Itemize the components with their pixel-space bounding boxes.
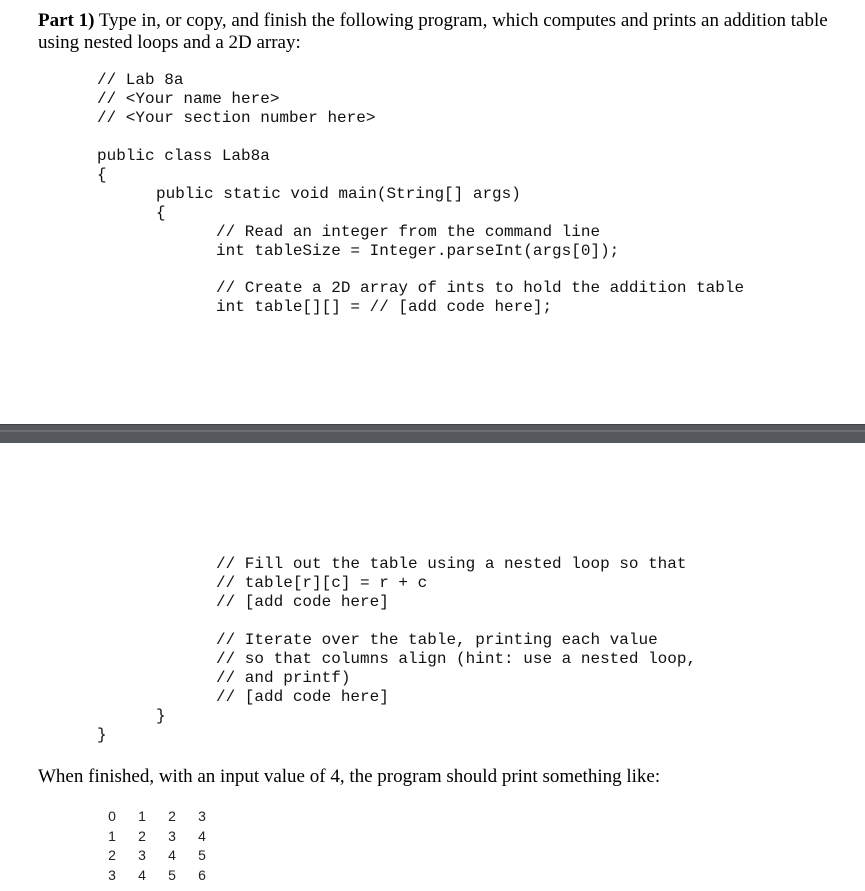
code-line: { <box>97 166 107 184</box>
code-line: // <Your name here> <box>97 90 280 108</box>
code-line: int table[][] = // [add code here]; <box>216 298 553 316</box>
part-label: Part 1) <box>38 10 95 31</box>
code-line: // and printf) <box>216 669 351 687</box>
code-line: } <box>97 726 107 744</box>
output-cell: 2 <box>108 847 116 863</box>
code-line: public static void main(String[] args) <box>156 185 521 203</box>
output-cell: 4 <box>198 827 206 844</box>
code-line: // Iterate over the table, printing each value <box>216 631 658 649</box>
code-line: // [add code here] <box>216 593 389 611</box>
output-cell: 3 <box>108 866 116 883</box>
code-line: // <Your section number here> <box>97 109 376 127</box>
output-cell: 4 <box>138 866 146 883</box>
finish-instructions: When finished, with an input value of 4, the program should print something like: <box>38 766 661 787</box>
code-line: int tableSize = Integer.parseInt(args[0]); <box>216 242 620 260</box>
output-cell: 2 <box>138 827 146 844</box>
code-line: // [add code here] <box>216 688 389 706</box>
output-cell: 3 <box>138 847 146 863</box>
code-line: // Read an integer from the command line <box>216 223 601 241</box>
code-line: public class Lab8a <box>97 147 270 165</box>
code-line: // Lab 8a <box>97 71 184 89</box>
code-line: // Fill out the table using a nested loop so that <box>216 555 687 573</box>
instructions-text: Type in, or copy, and finish the following program, which computes and prints an addition table using nested loops and a 2D array: <box>38 10 828 53</box>
instructions-paragraph <box>38 10 853 54</box>
output-cell: 4 <box>168 847 176 863</box>
output-cell: 0 <box>108 808 116 824</box>
output-cell: 5 <box>168 866 176 883</box>
output-cell: 3 <box>168 827 176 844</box>
code-line: } <box>156 707 166 725</box>
code-line: // Create a 2D array of ints to hold the addition table <box>216 279 745 297</box>
output-cell: 1 <box>108 827 116 844</box>
page-break-line <box>0 430 865 432</box>
page-break-divider <box>0 424 865 443</box>
output-cell: 3 <box>198 808 206 824</box>
output-cell: 5 <box>198 847 206 863</box>
code-line: // so that columns align (hint: use a nested loop, <box>216 650 697 668</box>
code-line: { <box>156 204 166 222</box>
output-cell: 2 <box>168 808 176 824</box>
code-line: // table[r][c] = r + c <box>216 574 428 592</box>
output-cell: 1 <box>138 808 146 824</box>
output-cell: 6 <box>198 866 206 883</box>
